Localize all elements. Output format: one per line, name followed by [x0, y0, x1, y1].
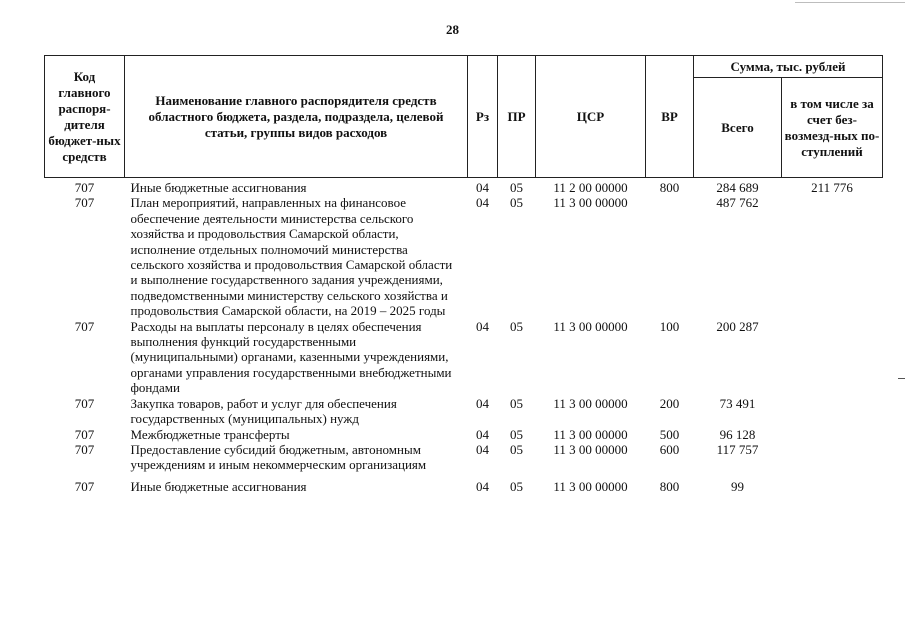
cell-incl — [782, 427, 883, 442]
header-total: Всего — [694, 78, 782, 178]
table-row — [45, 396, 883, 427]
cell-rz: 04 — [476, 426, 489, 442]
table-row — [45, 427, 883, 442]
header-csr: ЦСР — [536, 56, 646, 178]
table-header — [45, 56, 883, 178]
cell-incl — [782, 473, 883, 494]
table-row — [45, 442, 883, 473]
header-vr: ВР — [646, 56, 694, 178]
cell-vr: 800 — [659, 478, 680, 494]
cell-pr: 05 — [510, 426, 523, 442]
cell-rz: 04 — [476, 180, 489, 195]
cell-pr: 05 — [510, 395, 523, 411]
cell-pr: 05 — [510, 441, 523, 457]
cell-code: 707 — [74, 180, 95, 195]
header-rz: Рз — [468, 56, 498, 178]
cell-code: 707 — [74, 441, 95, 457]
cell-total: 73 491 — [719, 395, 756, 411]
cell-vr: 800 — [659, 180, 680, 195]
budget-table — [44, 55, 883, 494]
cell-csr: 11 2 00 00000 — [553, 180, 628, 195]
cell-total: 200 287 — [716, 318, 759, 334]
cell-pr: 05 — [510, 195, 523, 211]
cell-total: 284 689 — [716, 180, 759, 195]
cell-name: План мероприятий, направленных на финансовое обеспечение деятельности министерства сельского хозяйства и продовольствия Самарской области, исполнение отдельных полномочий министерства сельского хозяйства и продовольствия Самарской области и выполнение государственного задания учреждениями, подведомственными министерству сельского хозяйства и продовольствия Самарской области, на 2019 – 2025 годы — [130, 195, 453, 319]
cell-vr: 100 — [659, 318, 680, 334]
cell-pr: 05 — [510, 180, 523, 195]
header-sum: Сумма, тыс. рублей — [694, 56, 883, 78]
table-row — [45, 319, 883, 396]
cell-csr: 11 3 00 00000 — [553, 395, 628, 411]
header-incl: в том числе за счет без-возмезд-ных по-ступлений — [782, 78, 883, 178]
page-number: 28 — [446, 22, 459, 37]
cell-incl: 211 776 — [811, 180, 853, 195]
cell-total: 96 128 — [719, 426, 756, 442]
cell-incl — [782, 195, 883, 318]
table-row — [45, 195, 883, 318]
cell-csr: 11 3 00 00000 — [553, 478, 628, 494]
cell-name: Предоставление субсидий бюджетным, автономным учреждениям и иным некоммерческим организациям — [130, 441, 427, 473]
cell-code: 707 — [74, 318, 95, 334]
cell-total: 117 757 — [716, 441, 759, 457]
header-name: Наименование главного распорядителя средств областного бюджета, раздела, подраздела, целевой статьи, группы видов расходов — [125, 56, 468, 178]
cell-code: 707 — [74, 426, 95, 442]
cell-vr — [646, 195, 694, 318]
table-row — [45, 473, 883, 494]
cell-incl — [782, 396, 883, 427]
cell-rz: 04 — [476, 195, 489, 211]
top-rule — [795, 2, 905, 3]
cell-name: Закупка товаров, работ и услуг для обеспечения государственных (муниципальных) нужд — [130, 395, 397, 427]
cell-name: Иные бюджетные ассигнования — [130, 180, 307, 195]
cell-code: 707 — [74, 395, 95, 411]
cell-pr: 05 — [510, 318, 523, 334]
cell-total: 99 — [731, 478, 744, 494]
cell-incl — [782, 442, 883, 473]
cell-name: Межбюджетные трансферты — [130, 426, 290, 442]
cell-rz: 04 — [476, 441, 489, 457]
cell-pr: 05 — [510, 478, 523, 494]
header-pr: ПР — [498, 56, 536, 178]
cell-incl — [782, 319, 883, 396]
table-row — [45, 178, 883, 196]
cell-rz: 04 — [476, 318, 489, 334]
cell-total: 487 762 — [716, 195, 759, 211]
cell-vr: 200 — [659, 395, 680, 411]
margin-mark — [898, 378, 905, 379]
cell-csr: 11 3 00 00000 — [553, 195, 628, 211]
cell-code: 707 — [74, 478, 95, 494]
cell-name: Иные бюджетные ассигнования — [130, 478, 307, 494]
cell-rz: 04 — [476, 395, 489, 411]
cell-csr: 11 3 00 00000 — [553, 441, 628, 457]
cell-name: Расходы на выплаты персоналу в целях обеспечения выполнения функций государственными (муниципальными) органами, казенными учреждениями, органами управления государственными внебюджетными фондами — [130, 318, 452, 396]
cell-csr: 11 3 00 00000 — [553, 426, 628, 442]
cell-code: 707 — [74, 195, 95, 211]
cell-vr: 500 — [659, 426, 680, 442]
cell-vr: 600 — [659, 441, 680, 457]
header-code: Код главного распоря-дителя бюджет-ных средств — [45, 56, 125, 178]
cell-csr: 11 3 00 00000 — [553, 318, 628, 334]
cell-rz: 04 — [476, 478, 489, 494]
